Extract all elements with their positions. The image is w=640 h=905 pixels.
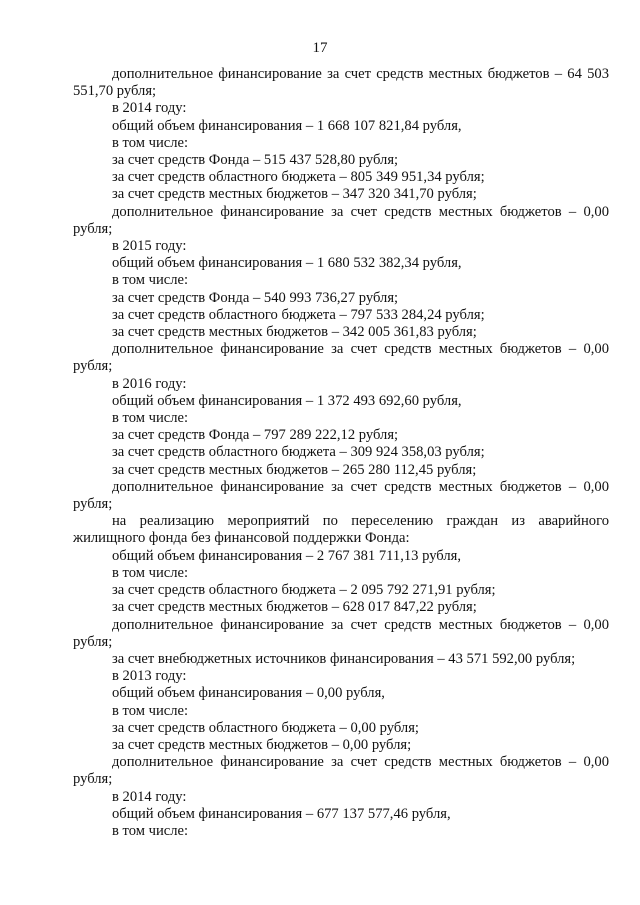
paragraph: общий объем финансирования – 1 372 493 692,60 рубля, [112, 392, 462, 409]
page-number: 17 [312, 40, 328, 56]
paragraph: общий объем финансирования – 0,00 рубля, [112, 685, 385, 702]
paragraph: за счет средств областного бюджета – 2 095 792 271,91 рубля; [112, 582, 496, 599]
paragraph: за счет средств областного бюджета – 805 349 951,34 рубля; [112, 169, 485, 186]
paragraph: дополнительное финансирование за счет средств местных бюджетов – 64 503 551,70 рубля; [73, 66, 609, 100]
paragraph: за счет средств Фонда – 515 437 528,80 рубля; [112, 152, 399, 169]
paragraph: за счет средств местных бюджетов – 628 017 847,22 рубля; [112, 599, 477, 616]
paragraph: за счет средств областного бюджета – 797 533 284,24 рубля; [112, 306, 485, 323]
paragraph: общий объем финансирования – 2 767 381 711,13 рубля, [112, 547, 462, 564]
paragraph: в том числе: [112, 272, 189, 289]
paragraph: за счет средств местных бюджетов – 265 280 112,45 рубля; [112, 461, 477, 478]
paragraph: в 2015 году: [112, 238, 187, 255]
paragraph: на реализацию мероприятий по переселению граждан из аварийного жилищного фонда без финансовой поддержки Фонда: [73, 513, 609, 547]
paragraph: в том числе: [112, 134, 189, 151]
paragraph: дополнительное финансирование за счет средств местных бюджетов – 0,00 рубля; [73, 754, 609, 788]
paragraph: в том числе: [112, 822, 189, 839]
paragraph: в 2014 году: [112, 788, 187, 805]
paragraph: в 2014 году: [112, 100, 187, 117]
paragraph: в 2016 году: [112, 375, 187, 392]
paragraph: за счет средств областного бюджета – 309 924 358,03 рубля; [112, 444, 485, 461]
paragraph: за счет средств Фонда – 540 993 736,27 рубля; [112, 289, 399, 306]
paragraph: дополнительное финансирование за счет средств местных бюджетов – 0,00 рубля; [73, 478, 609, 513]
paragraph: общий объем финансирования – 1 680 532 382,34 рубля, [112, 255, 462, 272]
paragraph: за счет средств Фонда – 797 289 222,12 рубля; [112, 427, 399, 444]
paragraph: дополнительное финансирование за счет средств местных бюджетов – 0,00 рубля; [73, 616, 609, 650]
document-body [73, 66, 609, 840]
paragraph: общий объем финансирования – 1 668 107 821,84 рубля, [112, 117, 462, 134]
paragraph: за счет внебюджетных источников финансирования – 43 571 592,00 рубля; [112, 650, 576, 667]
paragraph: общий объем финансирования – 677 137 577,46 рубля, [112, 805, 451, 822]
paragraph: за счет средств местных бюджетов – 342 005 361,83 рубля; [112, 324, 477, 341]
paragraph: в том числе: [112, 410, 189, 427]
paragraph: за счет средств местных бюджетов – 347 320 341,70 рубля; [112, 186, 477, 203]
paragraph: дополнительное финансирование за счет средств местных бюджетов – 0,00 рубля; [73, 203, 609, 237]
paragraph: в том числе: [112, 702, 189, 719]
paragraph: в том числе: [112, 564, 189, 581]
paragraph: в 2013 году: [112, 668, 187, 685]
paragraph: за счет средств местных бюджетов – 0,00 рубля; [112, 736, 412, 753]
paragraph: за счет средств областного бюджета – 0,00 рубля; [112, 719, 419, 736]
paragraph: дополнительное финансирование за счет средств местных бюджетов – 0,00 рубля; [73, 341, 609, 375]
